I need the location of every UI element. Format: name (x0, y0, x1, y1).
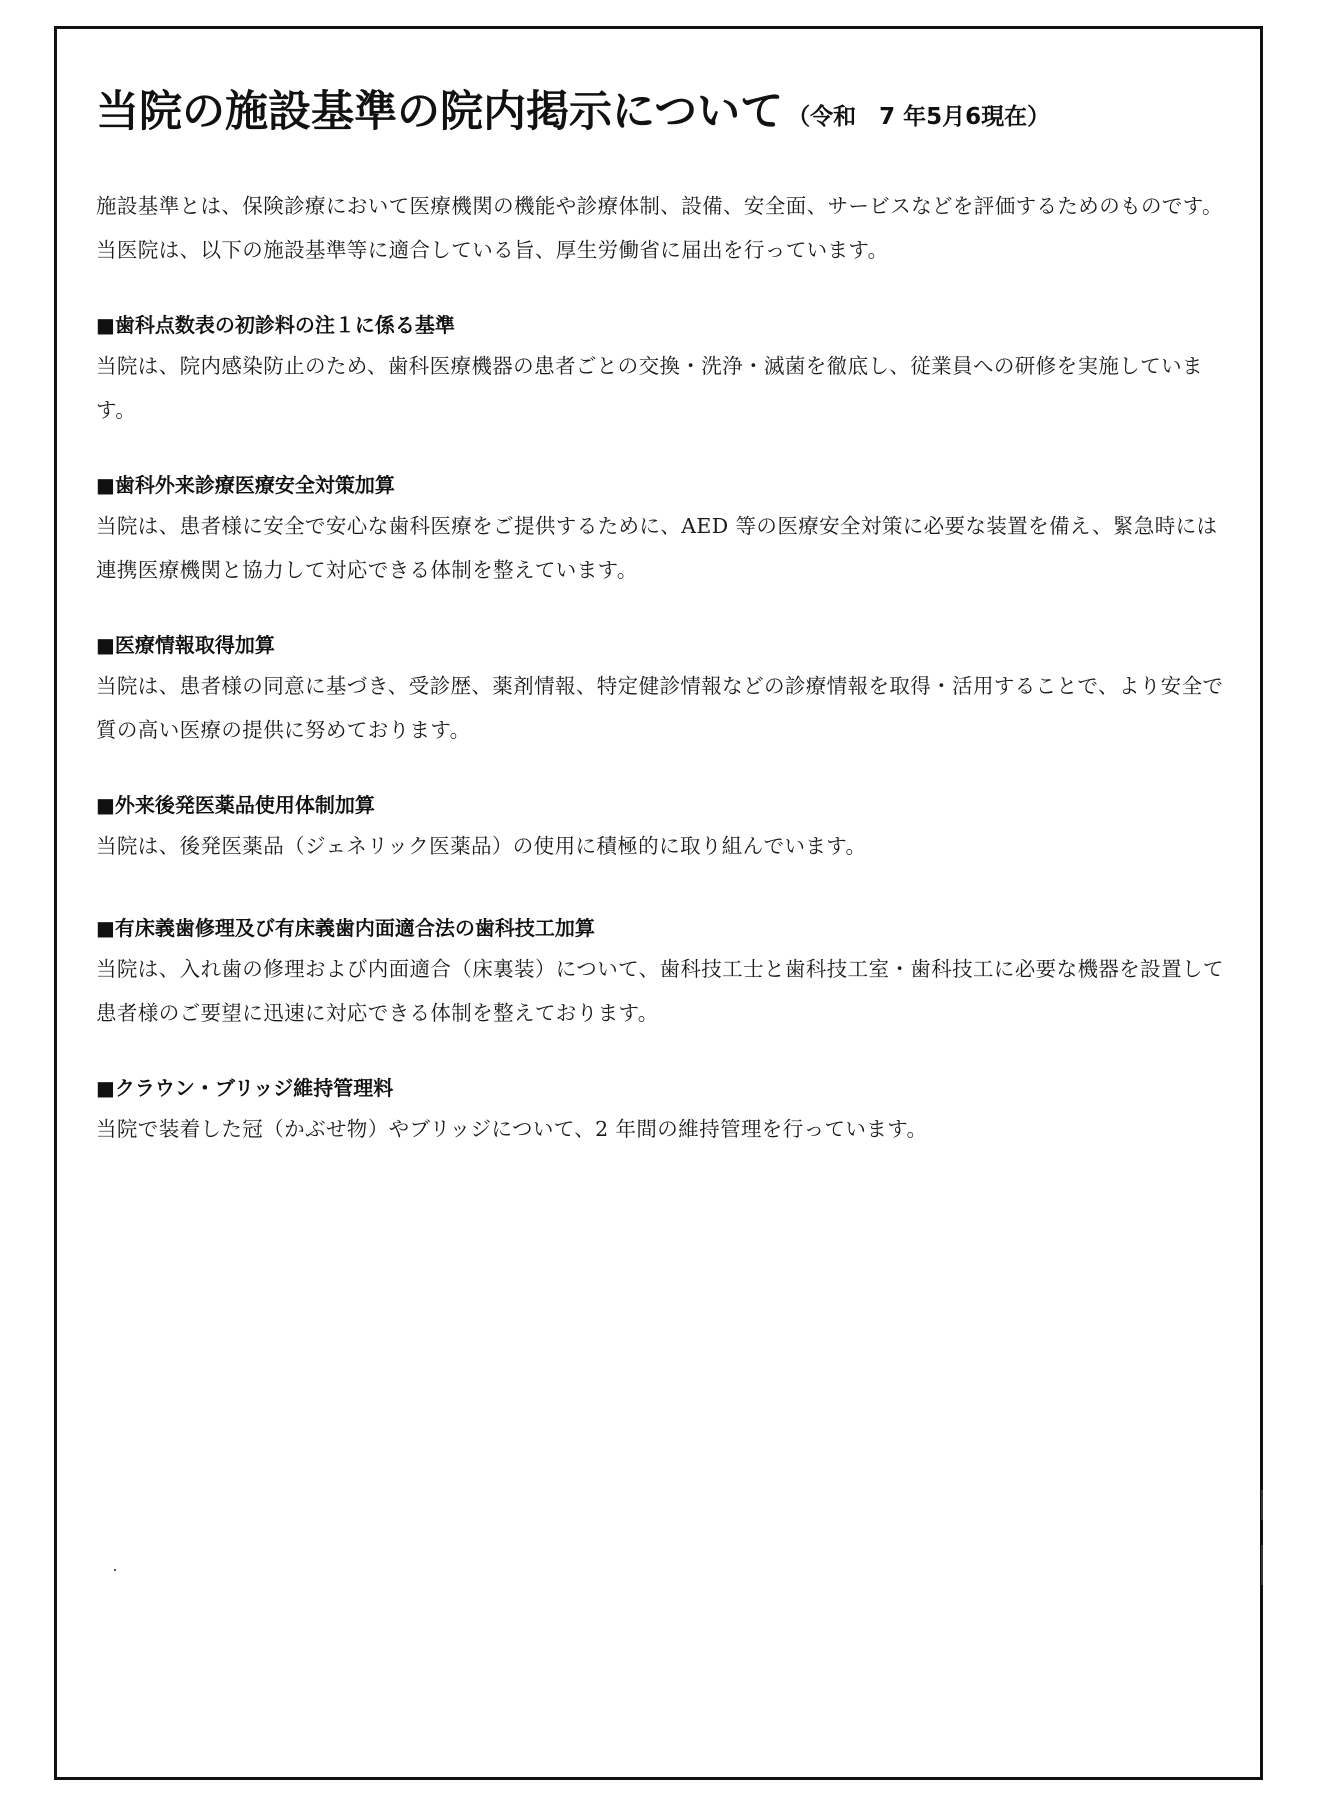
section-heading: ■クラウン・ブリッジ維持管理料 (96, 1076, 394, 1100)
section-body: 当院は、患者様の同意に基づき、受診歴、薬剤情報、特定健診情報などの診療情報を取得・活用することで、より安全で質の高い医療の提供に努めております。 (96, 674, 1224, 742)
section-crown-bridge (96, 1073, 1226, 1151)
section-body: 当院は、後発医薬品（ジェネリック医薬品）の使用に積極的に取り組んでいます。 (96, 834, 867, 858)
section-generic-drugs (96, 790, 1226, 868)
section-outpatient-safety (96, 470, 1226, 592)
section-body: 当院で装着した冠（かぶせ物）やブリッジについて、2 年間の維持管理を行っています。 (96, 1117, 928, 1141)
scan-dot (114, 1569, 116, 1571)
title-main: 当院の施設基準の院内掲示について (96, 87, 784, 137)
section-medical-info (96, 630, 1226, 752)
section-body: 当院は、入れ歯の修理および内面適合（床裏装）について、歯科技工士と歯科技工室・歯科技工に必要な機器を設置して患者様のご要望に迅速に対応できる体制を整えております。 (96, 957, 1224, 1025)
page-title (96, 78, 1050, 139)
section-heading: ■有床義歯修理及び有床義歯内面適合法の歯科技工加算 (96, 916, 595, 940)
title-date: （令和 7 年5月6現在） (787, 104, 1051, 130)
section-heading: ■医療情報取得加算 (96, 633, 275, 657)
section-initial-consultation (96, 310, 1226, 432)
scan-mark (1261, 1490, 1263, 1520)
page-frame (54, 26, 1263, 1780)
section-body: 当院は、院内感染防止のため、歯科医療機器の患者ごとの交換・洗浄・滅菌を徹底し、従業員への研修を実施しています。 (96, 354, 1203, 422)
section-heading: ■外来後発医薬品使用体制加算 (96, 793, 375, 817)
section-denture-repair (96, 913, 1226, 1035)
scan-mark (1261, 1545, 1263, 1585)
section-heading: ■歯科点数表の初診料の注１に係る基準 (96, 313, 455, 337)
section-heading: ■歯科外来診療医療安全対策加算 (96, 473, 395, 497)
intro-paragraph: 施設基準とは、保険診療において医療機関の機能や診療体制、設備、安全面、サービスなどを評価するためのものです。当医院は、以下の施設基準等に適合している旨、厚生労働省に届出を行っています。 (96, 194, 1223, 262)
section-body: 当院は、患者様に安全で安心な歯科医療をご提供するために、AED 等の医療安全対策に必要な装置を備え、緊急時には連携医療機関と協力して対応できる体制を整えています。 (96, 514, 1218, 582)
